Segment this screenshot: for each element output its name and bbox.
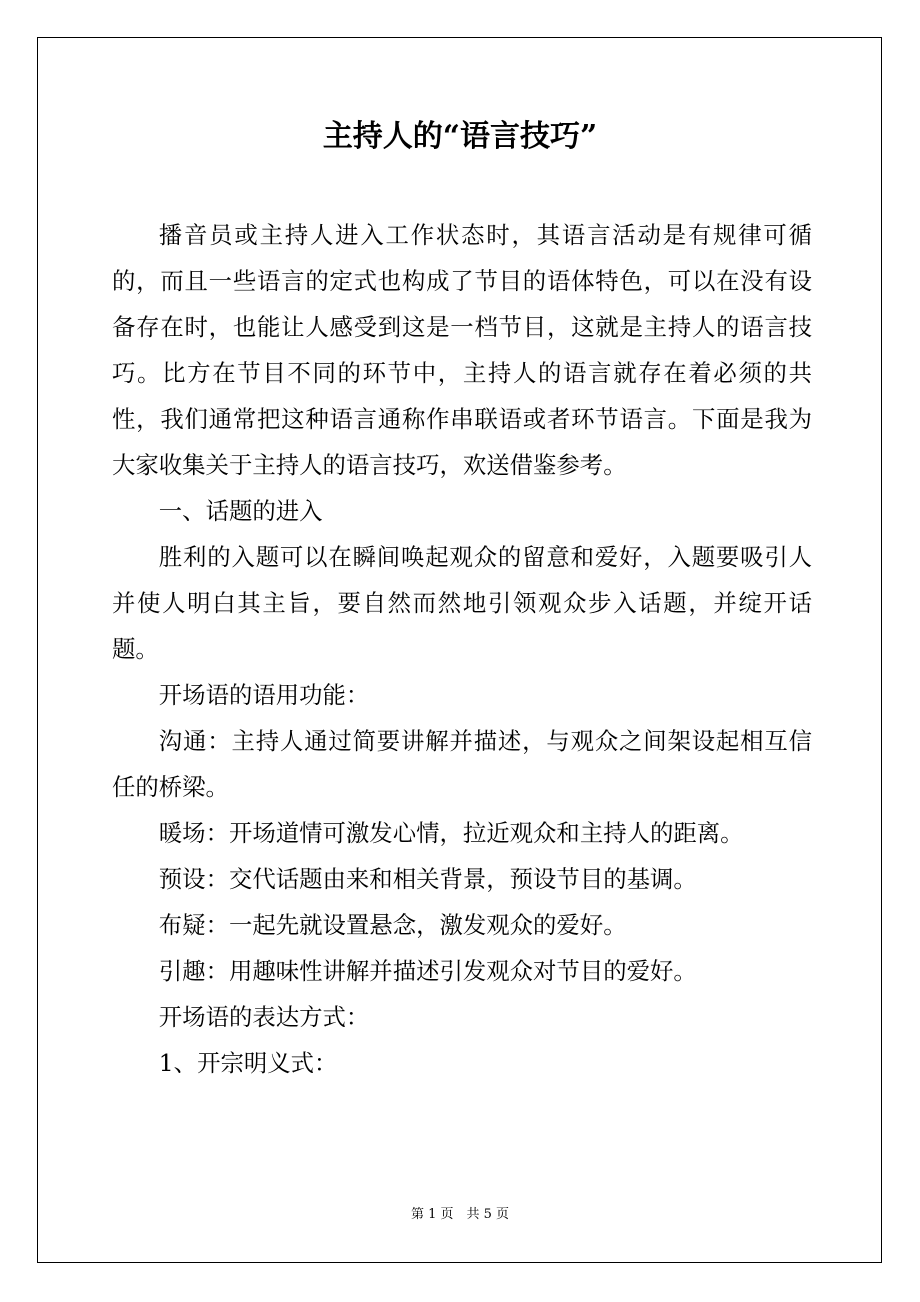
opening-methods-heading: 开场语的表达方式： [158, 1003, 370, 1031]
function-preset: 预设：交代话题由来和相关背景，预设节目的基调。 [158, 865, 697, 893]
page-number-footer: 第 1 页 共 5 页 [410, 1207, 510, 1222]
document-title: 主持人的“语言技巧” [322, 119, 598, 154]
function-suspense: 布疑：一起先就设置悬念，激发观众的爱好。 [158, 911, 627, 939]
section-heading-topic-entry: 一、话题的进入 [158, 497, 323, 525]
intro-paragraph: 播音员或主持人进入工作状态时，其语言活动是有规律可循的，而且一些语言的定式也构成了节目的语体特色，可以在没有设备存在时，也能让人感受到这是一档节目，这就是主持人的语言技巧。比方在节目不同的环节中，主持人的语言就存在着必须的共性，我们通常把这种语言通称作串联语或者环节语言。下面是我为大家收集关于主持人的语言技巧，欢送借鉴参考。 [112, 221, 812, 479]
method-1-heading: 1、开宗明义式： [158, 1049, 338, 1077]
function-warm-up: 暖场：开场道情可激发心情，拉近观众和主持人的距离。 [158, 819, 744, 847]
opening-functions-heading: 开场语的语用功能： [158, 681, 370, 709]
topic-entry-paragraph: 胜利的入题可以在瞬间唤起观众的留意和爱好，入题要吸引人并使人明白其主旨，要自然而然地引领观众步入话题，并绽开话题。 [112, 543, 812, 663]
function-interest: 引趣：用趣味性讲解并描述引发观众对节目的爱好。 [158, 957, 697, 985]
function-communication: 沟通：主持人通过简要讲解并描述，与观众之间架设起相互信任的桥梁。 [112, 727, 812, 801]
document-body [112, 212, 812, 1086]
